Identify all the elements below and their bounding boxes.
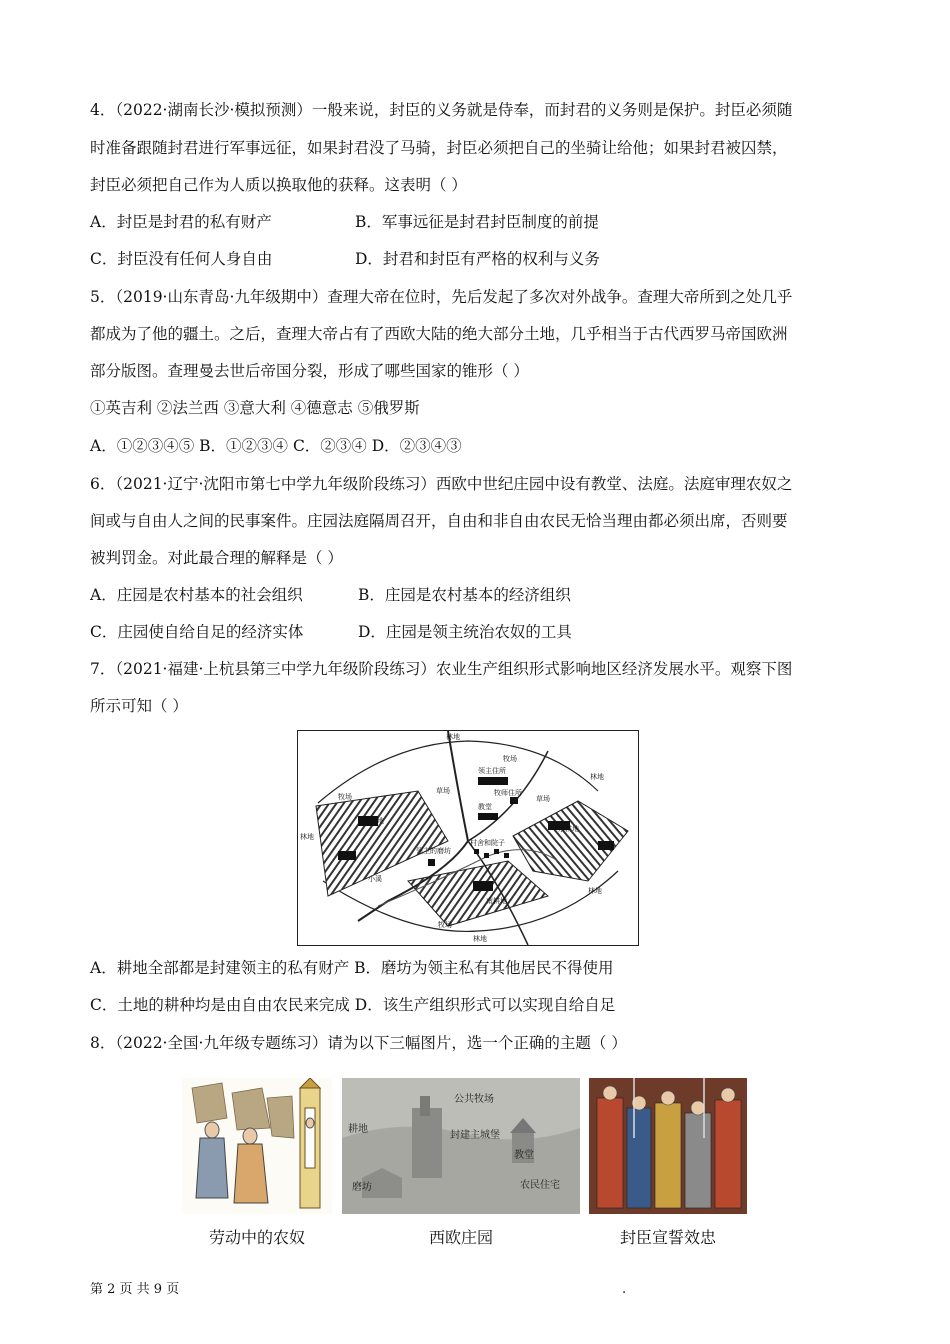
q6-line-2: 间或与自由人之间的民事案件。庄园法庭隔周召开，自由和非自由农民无恰当理由都必须出席，否则要 [90, 512, 788, 530]
map-label-forest-left: 林地 [300, 833, 314, 841]
map-label-forest-top: 林地 [446, 733, 460, 741]
footer-dot: . [622, 1282, 627, 1297]
map-label-mill: 领主的磨坊 [416, 847, 451, 855]
map-label-east-field: 东耕地 [558, 825, 579, 833]
q4-option-a[interactable]: A．封臣是封君的私有财产 [90, 213, 272, 231]
q4-line-2: 时准备跟随封君进行军事远征，如果封君没了马骑，封臣必须把自己的坐骑让给他；如果封君被囚禁， [90, 139, 788, 157]
caption-manor: 西欧庄园 [428, 1228, 493, 1247]
q4-option-b[interactable]: B．军事远征是封君封臣制度的前提 [355, 213, 599, 231]
manor-label-common-pasture: 公共牧场 [454, 1094, 494, 1105]
q5-line-1: 5．（2019·山东青岛·九年级期中）查理大帝在位时，先后发起了多次对外战争。查理大帝所到之处几乎 [90, 288, 793, 306]
serfs-working-picture [182, 1078, 332, 1214]
q4-line-3: 封臣必须把自己作为人质以换取他的获释。这表明（ ） [90, 176, 467, 194]
manor-label-peasant-houses: 农民住宅 [520, 1180, 560, 1191]
map-label-forest-bottom: 林地 [473, 935, 487, 943]
map-label-lord-house: 领主住所 [478, 767, 506, 775]
manor-map-drawing [298, 731, 638, 945]
map-label-pasture-left: 牧场 [338, 793, 352, 801]
q4-line-1: 4．（2022·湖南长沙·模拟预测）一般来说，封臣的义务就是侍奉，而封君的义务则是保护。封臣必须随 [90, 101, 793, 119]
caption-fealty: 封臣宣誓效忠 [619, 1228, 716, 1247]
q7-line-1: 7．（2021·福建·上杭县第三中学九年级阶段练习）农业生产组织形式影响地区经济发展水平。观察下图 [90, 660, 793, 678]
manor-picture [342, 1078, 580, 1214]
q7-line-2: 所示可知（ ） [90, 697, 188, 715]
manor-label-castle: 封建主城堡 [450, 1130, 500, 1141]
manor-label-church: 教堂 [514, 1150, 534, 1161]
q4-option-d[interactable]: D．封君和封臣有严格的权利与义务 [355, 250, 600, 268]
map-label-village: 村舍和院子 [470, 839, 505, 847]
page-number: 第 2 页 共 9 页 [90, 1282, 180, 1297]
map-label-grass-left: 草场 [436, 787, 450, 795]
manor-map-figure [297, 730, 639, 946]
q8-line-1: 8．（2022·全国·九年级专题练习）请为以下三幅图片，选一个正确的主题（ ） [90, 1034, 627, 1052]
q6-options-ab [90, 585, 571, 605]
manor-label-farmland: 耕地 [348, 1124, 368, 1135]
q4-options-ab [90, 212, 599, 232]
map-label-west-field: 西耕地 [363, 817, 384, 825]
q5-items: ①英吉利 ②法兰西 ③意大利 ④德意志 ⑤俄罗斯 [90, 399, 420, 417]
q4-option-c[interactable]: C．封臣没有任何人身自由 [90, 250, 273, 268]
q4-options-cd [90, 249, 600, 269]
q6-option-b[interactable]: B．庄园是农村基本的经济组织 [358, 586, 571, 604]
q5-options[interactable]: A．①②③④⑤ B．①②③④ C．②③④ D．②③④③ [90, 437, 462, 455]
q5-line-2: 都成为了他的疆土。之后，查理大帝占有了西欧大陆的绝大部分土地，几乎相当于古代西罗马帝国欧洲 [90, 325, 788, 343]
q5-line-3: 部分版图。查理曼去世后帝国分裂，形成了哪些国家的锥形（ ） [90, 362, 529, 380]
map-label-south-field: 南耕地 [486, 897, 507, 905]
map-label-pasture-bottom: 牧场 [438, 921, 452, 929]
q6-option-c[interactable]: C．庄园使自给自足的经济实体 [90, 623, 304, 641]
map-label-church: 教堂 [478, 803, 492, 811]
fealty-oath-picture [589, 1078, 747, 1214]
caption-serfs: 劳动中的农奴 [208, 1228, 305, 1247]
q7-options-cd[interactable]: C．土地的耕种均是由自由农民来完成 D．该生产组织形式可以实现自给自足 [90, 996, 616, 1014]
map-label-pasture-top: 牧场 [503, 755, 517, 763]
q6-line-3: 被判罚金。对此最合理的解释是（ ） [90, 549, 343, 567]
q6-line-1: 6．（2021·辽宁·沈阳市第七中学九年级阶段练习）西欧中世纪庄园中设有教堂、法庭。法庭审理农奴之 [90, 475, 793, 493]
q7-options-ab[interactable]: A．耕地全部都是封建领主的私有财产 B．磨坊为领主私有其他居民不得使用 [90, 959, 614, 977]
q6-options-cd [90, 622, 572, 642]
map-label-grass-right: 草场 [536, 795, 550, 803]
q6-option-a[interactable]: A．庄园是农村基本的社会组织 [90, 586, 303, 604]
map-label-forest-right2: 林地 [588, 887, 602, 895]
map-label-forest-right: 林地 [590, 773, 604, 781]
map-label-stream: 小溪 [368, 875, 382, 883]
map-label-priest-house: 牧师住所 [494, 789, 522, 797]
manor-label-mill: 磨坊 [352, 1182, 372, 1193]
q6-option-d[interactable]: D．庄园是领主统治农奴的工具 [358, 623, 572, 641]
